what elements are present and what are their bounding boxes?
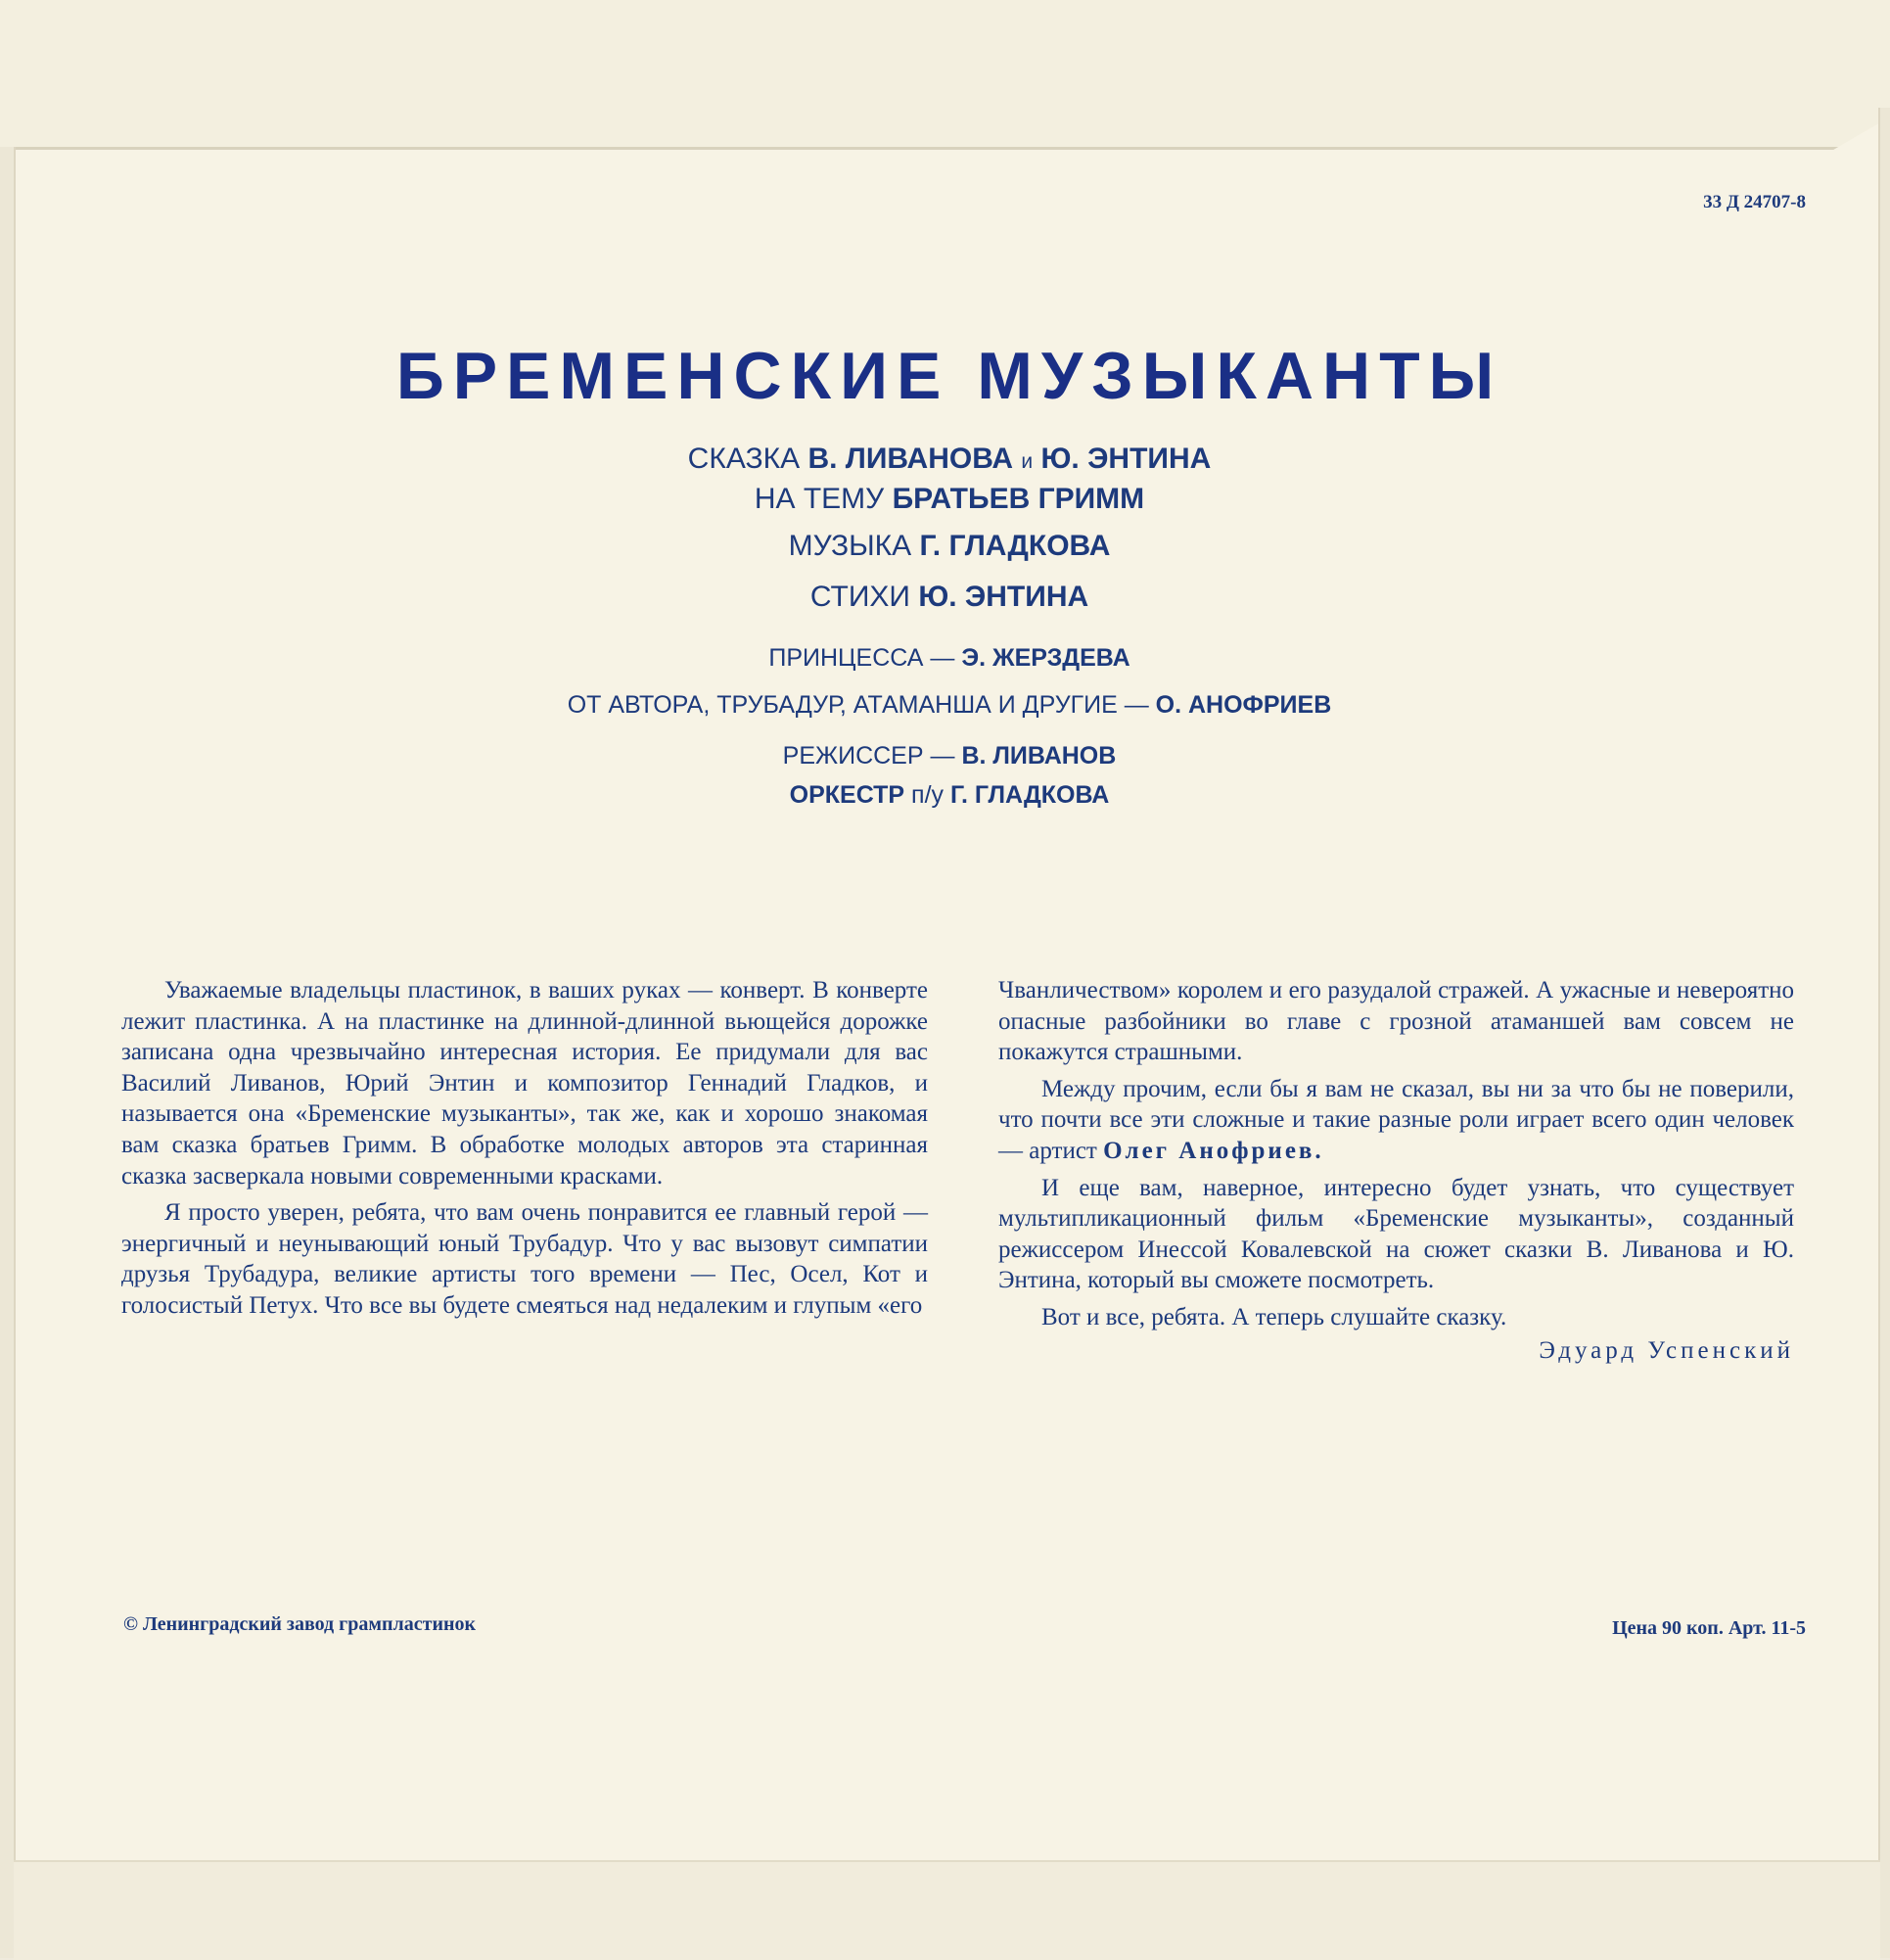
credit-others: [294, 690, 1605, 720]
sleeve-bottom-flap: [14, 1860, 1880, 1960]
liner-notes-right-column: [998, 975, 1794, 1366]
credit-orchestra-name: Г. ГЛАДКОВА: [949, 781, 1110, 809]
author-signature: Эдуард Успенский: [1539, 1336, 1794, 1364]
sleeve-left-flap: [0, 147, 16, 1958]
liner-paragraph-5: Вот и все, ребята. А теперь слушайте сказку.: [1041, 1303, 1507, 1330]
credit-music-prefix: МУЗЫКА: [788, 530, 912, 562]
liner-notes-left-column: [121, 975, 928, 1322]
credit-author-entin: Ю. ЭНТИНА: [1040, 443, 1212, 475]
liner-paragraph-3-text: Между прочим, если бы я вам не сказал, вы ни за что бы не поверили, что почти все эти сложные и такие разные роли играет всего один человек — артист: [998, 1075, 1794, 1164]
credit-princess-name: Э. ЖЕРЗДЕВА: [961, 644, 1130, 672]
credit-director-name: В. ЛИВАНОВ: [961, 742, 1117, 770]
sleeve-right-flap: [1878, 108, 1890, 1958]
credit-princess: [294, 643, 1605, 673]
credit-director-role: РЕЖИССЕР —: [782, 742, 955, 770]
price-label: Цена 90 коп. Арт. 11-5: [1612, 1617, 1806, 1639]
credit-authors-prefix: СКАЗКА: [687, 443, 801, 475]
credit-lyrics-name: Ю. ЭНТИНА: [918, 581, 1089, 613]
credit-music-name: Г. ГЛАДКОВА: [919, 530, 1111, 562]
credit-lyrics: [294, 579, 1605, 616]
liner-paragraph-2: Я просто уверен, ребята, что вам очень понравится ее главный герой — энергичный и неунывающий юный Трубадур. Что у вас вызовут симпатии друзья Трубадура, великие артисты того времени — Пес, Осел, Кот и голосистый Петух. Что все вы будете смеяться над недалеким и глупым «его: [121, 1199, 928, 1319]
credit-others-role: ОТ АВТОРА, ТРУБАДУР, АТАМАНША И ДРУГИЕ —: [567, 691, 1149, 719]
credit-source: [294, 481, 1605, 518]
album-title: БРЕМЕНСКИЕ МУЗЫКАНТЫ: [395, 339, 1503, 413]
credit-director: [294, 741, 1605, 770]
credit-orchestra-prefix: ОРКЕСТР: [789, 781, 905, 809]
liner-paragraph-2-continued: Чванличеством» королем и его разудалой стражей. А ужасные и невероятно опасные разбойники во главе с грозной атаманшей вам совсем не покажутся страшными.: [998, 977, 1794, 1066]
credit-lyrics-prefix: СТИХИ: [809, 581, 910, 613]
credit-others-name: О. АНОФРИЕВ: [1155, 691, 1332, 719]
liner-paragraph-4: И еще вам, наверное, интересно будет узнать, что существует мультипликационный фильм «Бременские музыканты», созданный режиссером Инессой Ковалевской на сюжет сказки В. Ливанова и Ю. Энтина, который вы сможете посмотреть.: [998, 1174, 1794, 1294]
credit-orchestra: [294, 780, 1605, 810]
liner-artist-name: Олег Анофриев.: [1103, 1137, 1324, 1164]
catalog-number: 33 Д 24707-8: [1703, 192, 1806, 212]
credit-princess-role: ПРИНЦЕССА —: [768, 644, 955, 672]
credit-source-name: БРАТЬЕВ ГРИММ: [892, 483, 1145, 515]
credits-block: [294, 441, 1605, 810]
credit-source-prefix: НА ТЕМУ: [754, 483, 885, 515]
liner-paragraph-3: [998, 1074, 1794, 1167]
credit-music: [294, 528, 1605, 565]
credit-orchestra-pu: п/у: [911, 781, 945, 809]
sleeve-top-flap: [0, 0, 1890, 150]
credit-author-livanov: В. ЛИВАНОВА: [807, 443, 1014, 475]
publisher-label: © Ленинградский завод грампластинок: [123, 1613, 477, 1635]
credit-authors: [294, 441, 1605, 481]
credit-authors-and: и: [1021, 450, 1034, 473]
liner-paragraph-1: Уважаемые владельцы пластинок, в ваших руках — конверт. В конверте лежит пластинка. А на пластинке на длинной-длинной вьющейся дорожке записана одна чрезвычайно интересная история. Ее придумали для вас Василий Ливанов, Юрий Энтин и композитор Геннадий Гладков, и называется она «Бременские музыканты», так же, как и хорошо знакомая вам сказка братьев Гримм. В обработке молодых авторов эта старинная сказка засверкала новыми современными красками.: [121, 977, 928, 1190]
